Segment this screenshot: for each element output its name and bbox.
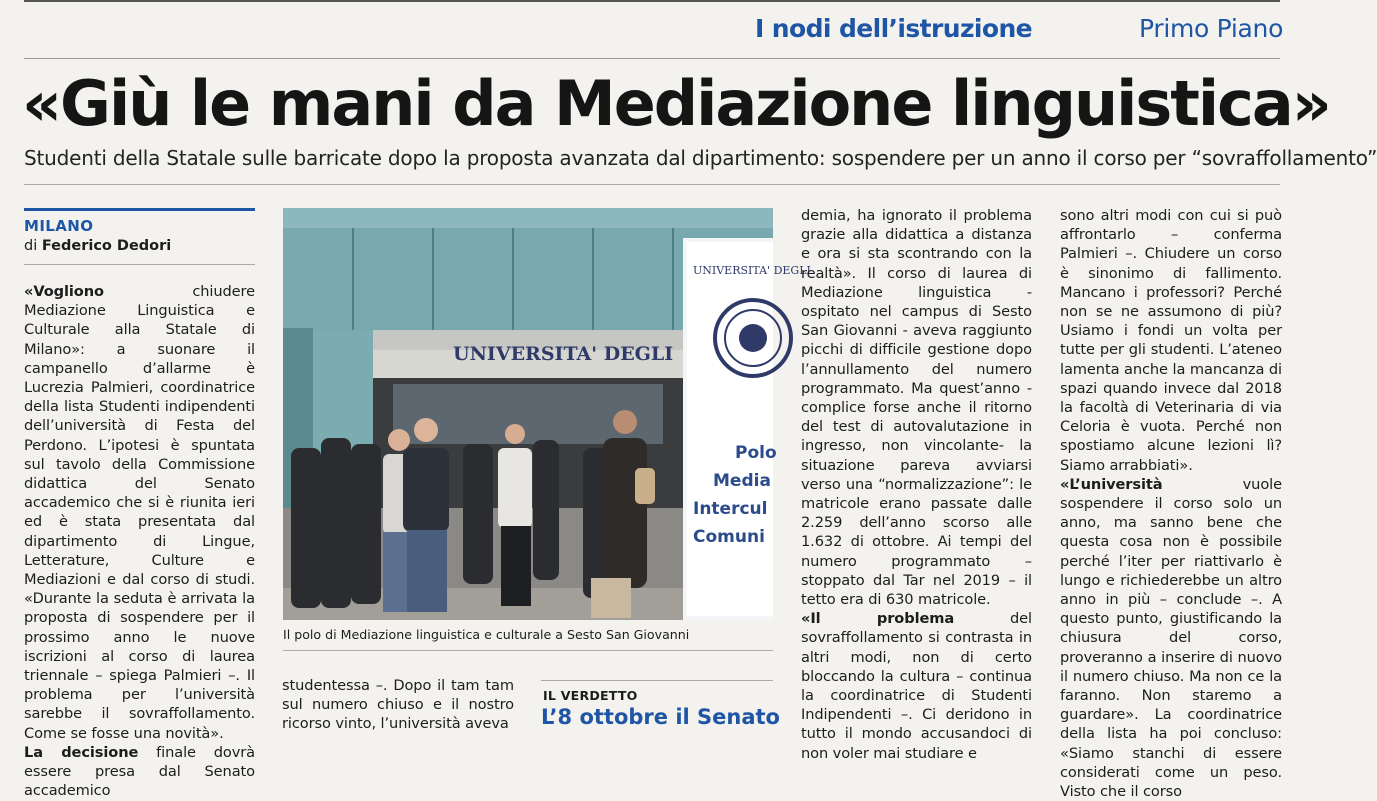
sidebar-kicker: IL VERDETTO — [543, 688, 638, 703]
lead-in: «L’università — [1060, 475, 1163, 493]
sidebar-divider — [541, 680, 773, 681]
news-photo — [283, 208, 811, 620]
lead-in: «Il problema — [801, 610, 955, 628]
dateline-city: MILANO — [24, 217, 94, 235]
byline-divider — [24, 264, 255, 265]
caption-divider — [283, 650, 773, 651]
article-column-1 — [24, 282, 255, 800]
lead-in: La decisione — [24, 743, 139, 761]
headline: «Giù le mani da Mediazione linguistica» — [22, 67, 1330, 140]
sidebar-headline: L’8 ottobre il Senato — [541, 705, 780, 729]
paragraph-text: sono altri modi con cui si può affrontarlo – conferma Palmieri –. Chiudere un corso è sinonimo di fallimento. Mancano i professori? Perché non se ne assumono di più? Usiamo i fondi un volta per tutte per gli studenti. L’ateneo lamenta anche la mancanza di spazi quando invece dal 2018 la facoltà di Veterinaria di via Celoria è vuota. Perché non spostiamo alcune lezioni lì? Siamo arrabbiati». — [1060, 207, 1282, 474]
byline — [24, 238, 171, 254]
photo-caption: Il polo di Mediazione linguistica e culturale a Sesto San Giovanni — [283, 627, 690, 642]
paragraph-text: chiudere Mediazione Linguistica e Culturale alla Statale di Milano»: a suonare il campanello d’allarme è Lucrezia Palmieri, coordinatrice della lista Studenti indipendenti dell’università di Festa del Perdono. L’ipotesi è spuntata sul tavolo della Commissione didattica del Senato accademico che si è riunita ieri ed è stata presentata dal dipartimento di Lingue, Letterature, Culture e Mediazioni e dal corso di studi. «Durante la seduta è arrivata la proposta di sospendere per il prossimo anno le nuove iscrizioni al corso di laurea triennale – spiega Palmieri –. Il problema per l’università sarebbe il sovraffollamento. Come se fosse una novità». — [24, 283, 255, 742]
paragraph-text: finale dovrà essere presa dal Senato accademico — [24, 743, 255, 800]
author-name: Federico Dedori — [41, 238, 172, 254]
top-rule — [24, 0, 1280, 2]
section-title: I nodi dell’istruzione — [755, 14, 1033, 43]
panel-sign-top: UNIVERSITA' DEGLI — [693, 264, 811, 277]
entrance-sign: UNIVERSITA' DEGLI — [453, 343, 674, 365]
paragraph-text: vuole sospendere il corso solo un anno, ma sanno bene che questa cosa non è possibile perché l’iter per riattivarlo è lungo e richiederebbe un altro anno in più – conclude –. A questo punto, giustificando la chiusura del corso, proveranno a inserire di nuovo il numero chiuso. Ma non ce la faranno. Non staremo a guardare». La coordinatrice della lista ha poi concluso: «Siamo stanchi di essere considerati come un peso. Visto che il corso — [1060, 475, 1282, 801]
article-column-4 — [1060, 206, 1282, 801]
byline-prefix: di — [24, 238, 38, 254]
paragraph-text: studentessa –. Dopo il tam tam sul numero chiuso e il nostro ricorso vinto, l’università aveva — [282, 677, 514, 733]
subheadline: Studenti della Statale sulle barricate dopo la proposta avanzata dal dipartimento: sospendere per un anno il corso per “sovraffollamento” — [24, 146, 1377, 170]
article-column-3 — [801, 206, 1032, 763]
subhead-divider — [24, 184, 1280, 185]
rubric-label: Primo Piano — [1139, 14, 1284, 43]
panel-text: Polo — [735, 443, 777, 463]
paragraph — [801, 609, 1032, 763]
lead-in: «Vogliono — [24, 283, 104, 300]
panel-text: Intercul — [693, 499, 768, 519]
byline-accent-bar — [24, 208, 255, 211]
paragraph — [24, 743, 255, 801]
panel-text: Media — [713, 471, 771, 491]
panel-text: Comuni — [693, 527, 765, 547]
paragraph-text: demia, ha ignorato il problema grazie alla didattica a distanza e ora si sta scontrando con la realtà». Il corso di laurea di Mediazione linguistica - ospitato nel campus di Sesto San Giovanni - aveva raggiunto picchi di difficile gestione dopo l’annullamento del numero programmato. Ma quest’anno - complice forse anche il ritorno del test di autovalutazione in ingresso, non vincolante- la situazione pareva avviarsi verso una “normalizzazione”: le matricole erano passate dalle 2.259 dell’anno scorso alle 1.632 di ottobre. Ai tempi del numero programmato – stoppato dal Tar nel 2019 – il tetto era di 630 matricole. — [801, 207, 1032, 609]
paragraph-text: del sovraffollamento si contrasta in altri modi, non di certo bloccando la cultura – continua la coordinatrice di Studenti Indipendenti –. Ci deridono in tutto il mondo accusandoci di non voler mai studiare e — [801, 610, 1032, 762]
paragraph — [1060, 475, 1282, 801]
article-column-2 — [282, 676, 514, 734]
paragraph — [24, 282, 255, 743]
header-divider — [24, 58, 1280, 59]
